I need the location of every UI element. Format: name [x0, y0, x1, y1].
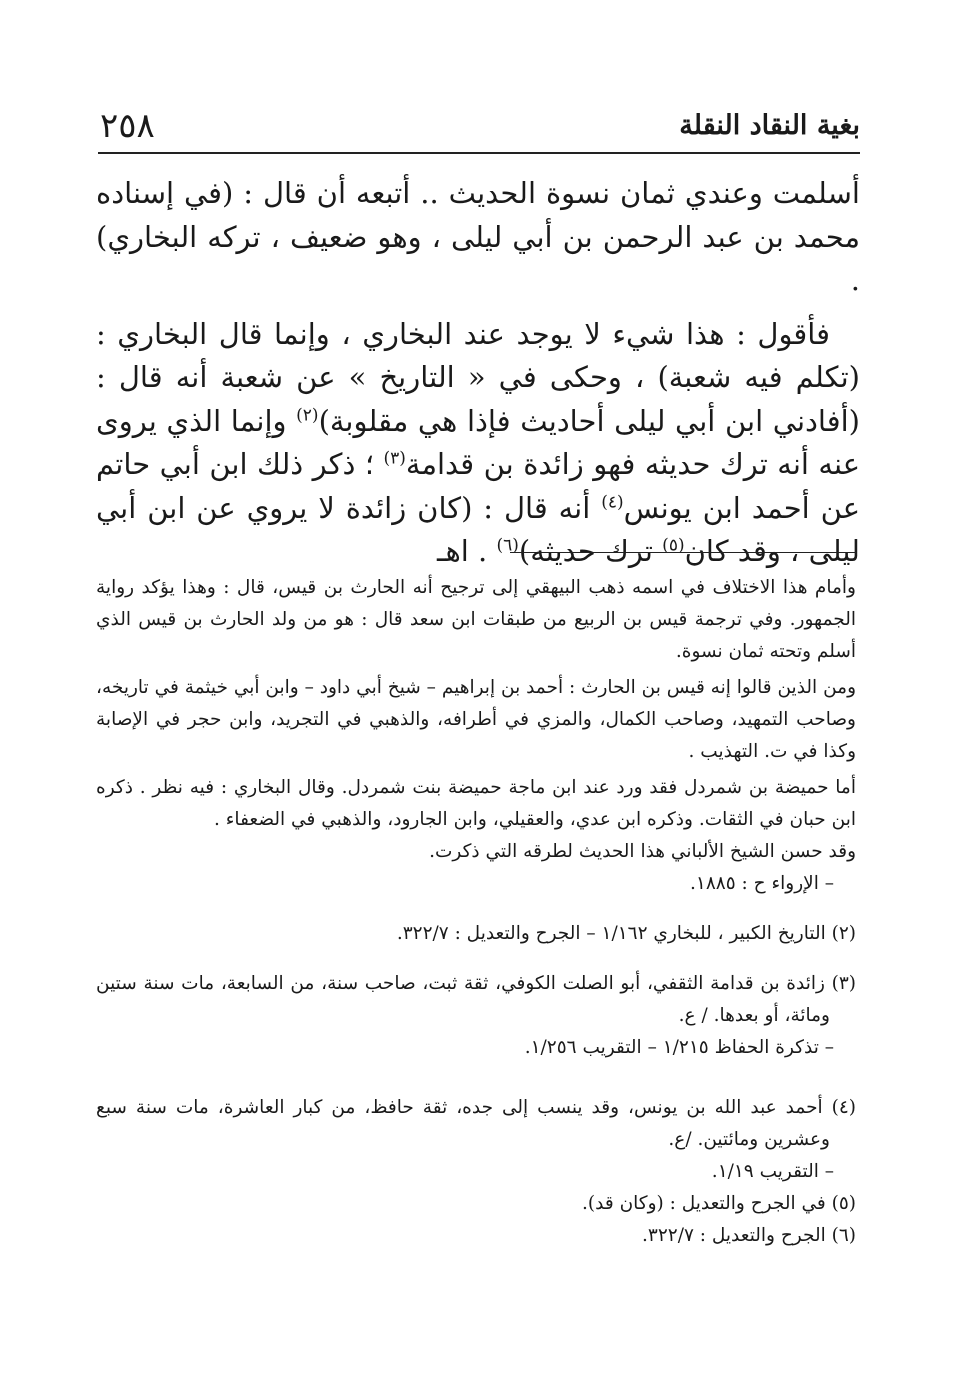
footnote-ref-2: (٢)	[296, 404, 319, 425]
footnote-ref-3: (٣)	[383, 448, 406, 469]
book-title: بغية النقاد النقلة	[679, 110, 860, 141]
footnote-3-source: – تذكرة الحفاظ ١/٢١٥ – التقريب ١/٢٥٦.	[524, 1037, 834, 1058]
footnote-4-source: – التقريب ١/١٩.	[711, 1161, 834, 1182]
main-paragraph-2	[96, 313, 860, 574]
paragraph-text: وإنما الذي يروى عنه أنه ترك حديثه فهو زائدة بن قدامة	[96, 403, 861, 481]
footnote-1-part-c: أما حميضة بن شمردل فقد ورد عند ابن ماجة حميضة بنت شمردل. وقال البخاري : فيه نظر . ذكره ابن حبان في الثقات. وذكره ابن عدي، والعقيلي، وابن الجارود، والذهبي في الضعفاء .	[96, 777, 856, 830]
paragraph-text: أنه قال : (كان زائدة لا يروي عن ابن أبي ليلى ، وقد كان	[96, 490, 860, 568]
footnote-separator	[510, 552, 856, 553]
paragraph-text: ؛ ذكر ذلك ابن أبي حاتم عن أحمد ابن يونس	[96, 447, 860, 525]
footnote-1-part-b: ومن الذين قالوا إنه قيس بن الحارث : أحمد بن إبراهيم – شيخ أبي داود – وابن أبي خيثمة في تاريخه، وصاحب التمهيد، وصاحب الكمال، والمزي في أطرافه، والذهبي في التجريد، وابن حجر في الإصابة وكذا في ت. التهذيب .	[96, 677, 856, 762]
main-paragraph-1: أسلمت وعندي ثمان نسوة الحديث .. أتبعه أن قال : (في إسناده محمد بن عبد الرحمن بن أبي ليلى ، وهو ضعيف ، تركه البخاري) .	[96, 176, 860, 297]
footnotes	[96, 572, 856, 1252]
footnote-ref-5: (٥)	[662, 535, 685, 556]
main-text	[96, 172, 860, 584]
footnote-3: (٣) زائدة بن قدامة الثقفي، أبو الصلت الكوفي، ثقة ثبت، صاحب سنة، من السابعة، مات سنة ستين ومائة، أو بعدها. / ع.	[96, 973, 856, 1026]
footnote-5: (٥) في الجرح والتعديل : (وكان قد).	[582, 1193, 856, 1214]
footnote-1-part-d: وقد حسن الشيخ الألباني هذا الحديث لطرقه التي ذكرت.	[429, 841, 856, 862]
header-rule	[98, 152, 860, 154]
footnote-2: (٢) التاريخ الكبير ، للبخاري ١/١٦٢ – الجرح والتعديل : ٣٢٢/٧.	[396, 923, 856, 944]
paragraph-text: فأقول : هذا شيء لا يوجد عند البخاري ، وإنما قال البخاري : (تكلم فيه شعبة) ، وحكى في « التاريخ » عن شعبة أنه قال : (أفادني ابن أبي ليلى أحاديث فإذا هي مقلوبة)	[96, 316, 860, 438]
footnote-ref-4: (٤)	[601, 491, 624, 512]
footnote-4: (٤) أحمد عبد الله بن يونس، وقد ينسب إلى جده، ثقة حافظ، من كبار العاشرة، مات سنة سبع وعشرين ومائتين. /ع.	[96, 1097, 856, 1150]
footnote-6: (٦) الجرح والتعديل : ٣٢٢/٧.	[642, 1225, 856, 1246]
running-header	[100, 104, 860, 148]
paragraph-text: ترك حديثه)	[518, 534, 663, 568]
page-number: ٢٥٨	[100, 106, 155, 146]
footnote-1-source: – الإرواء ح : ١٨٨٥.	[690, 873, 834, 894]
footnote-ref-6: (٦)	[496, 535, 519, 556]
footnote-1-part-a: وأمام هذا الاختلاف في اسمه ذهب البيهقي إلى ترجيح أنه الحارث بن قيس، قال : وهذا يؤكد رواية الجمهور. وفي ترجمة قيس بن الربيع من طبقات ابن سعد قال : هو من ولد الحارث بن قيس الذي أسلم وتحته ثمان نسوة.	[96, 577, 856, 662]
paragraph-text: . اهـ	[436, 534, 497, 568]
